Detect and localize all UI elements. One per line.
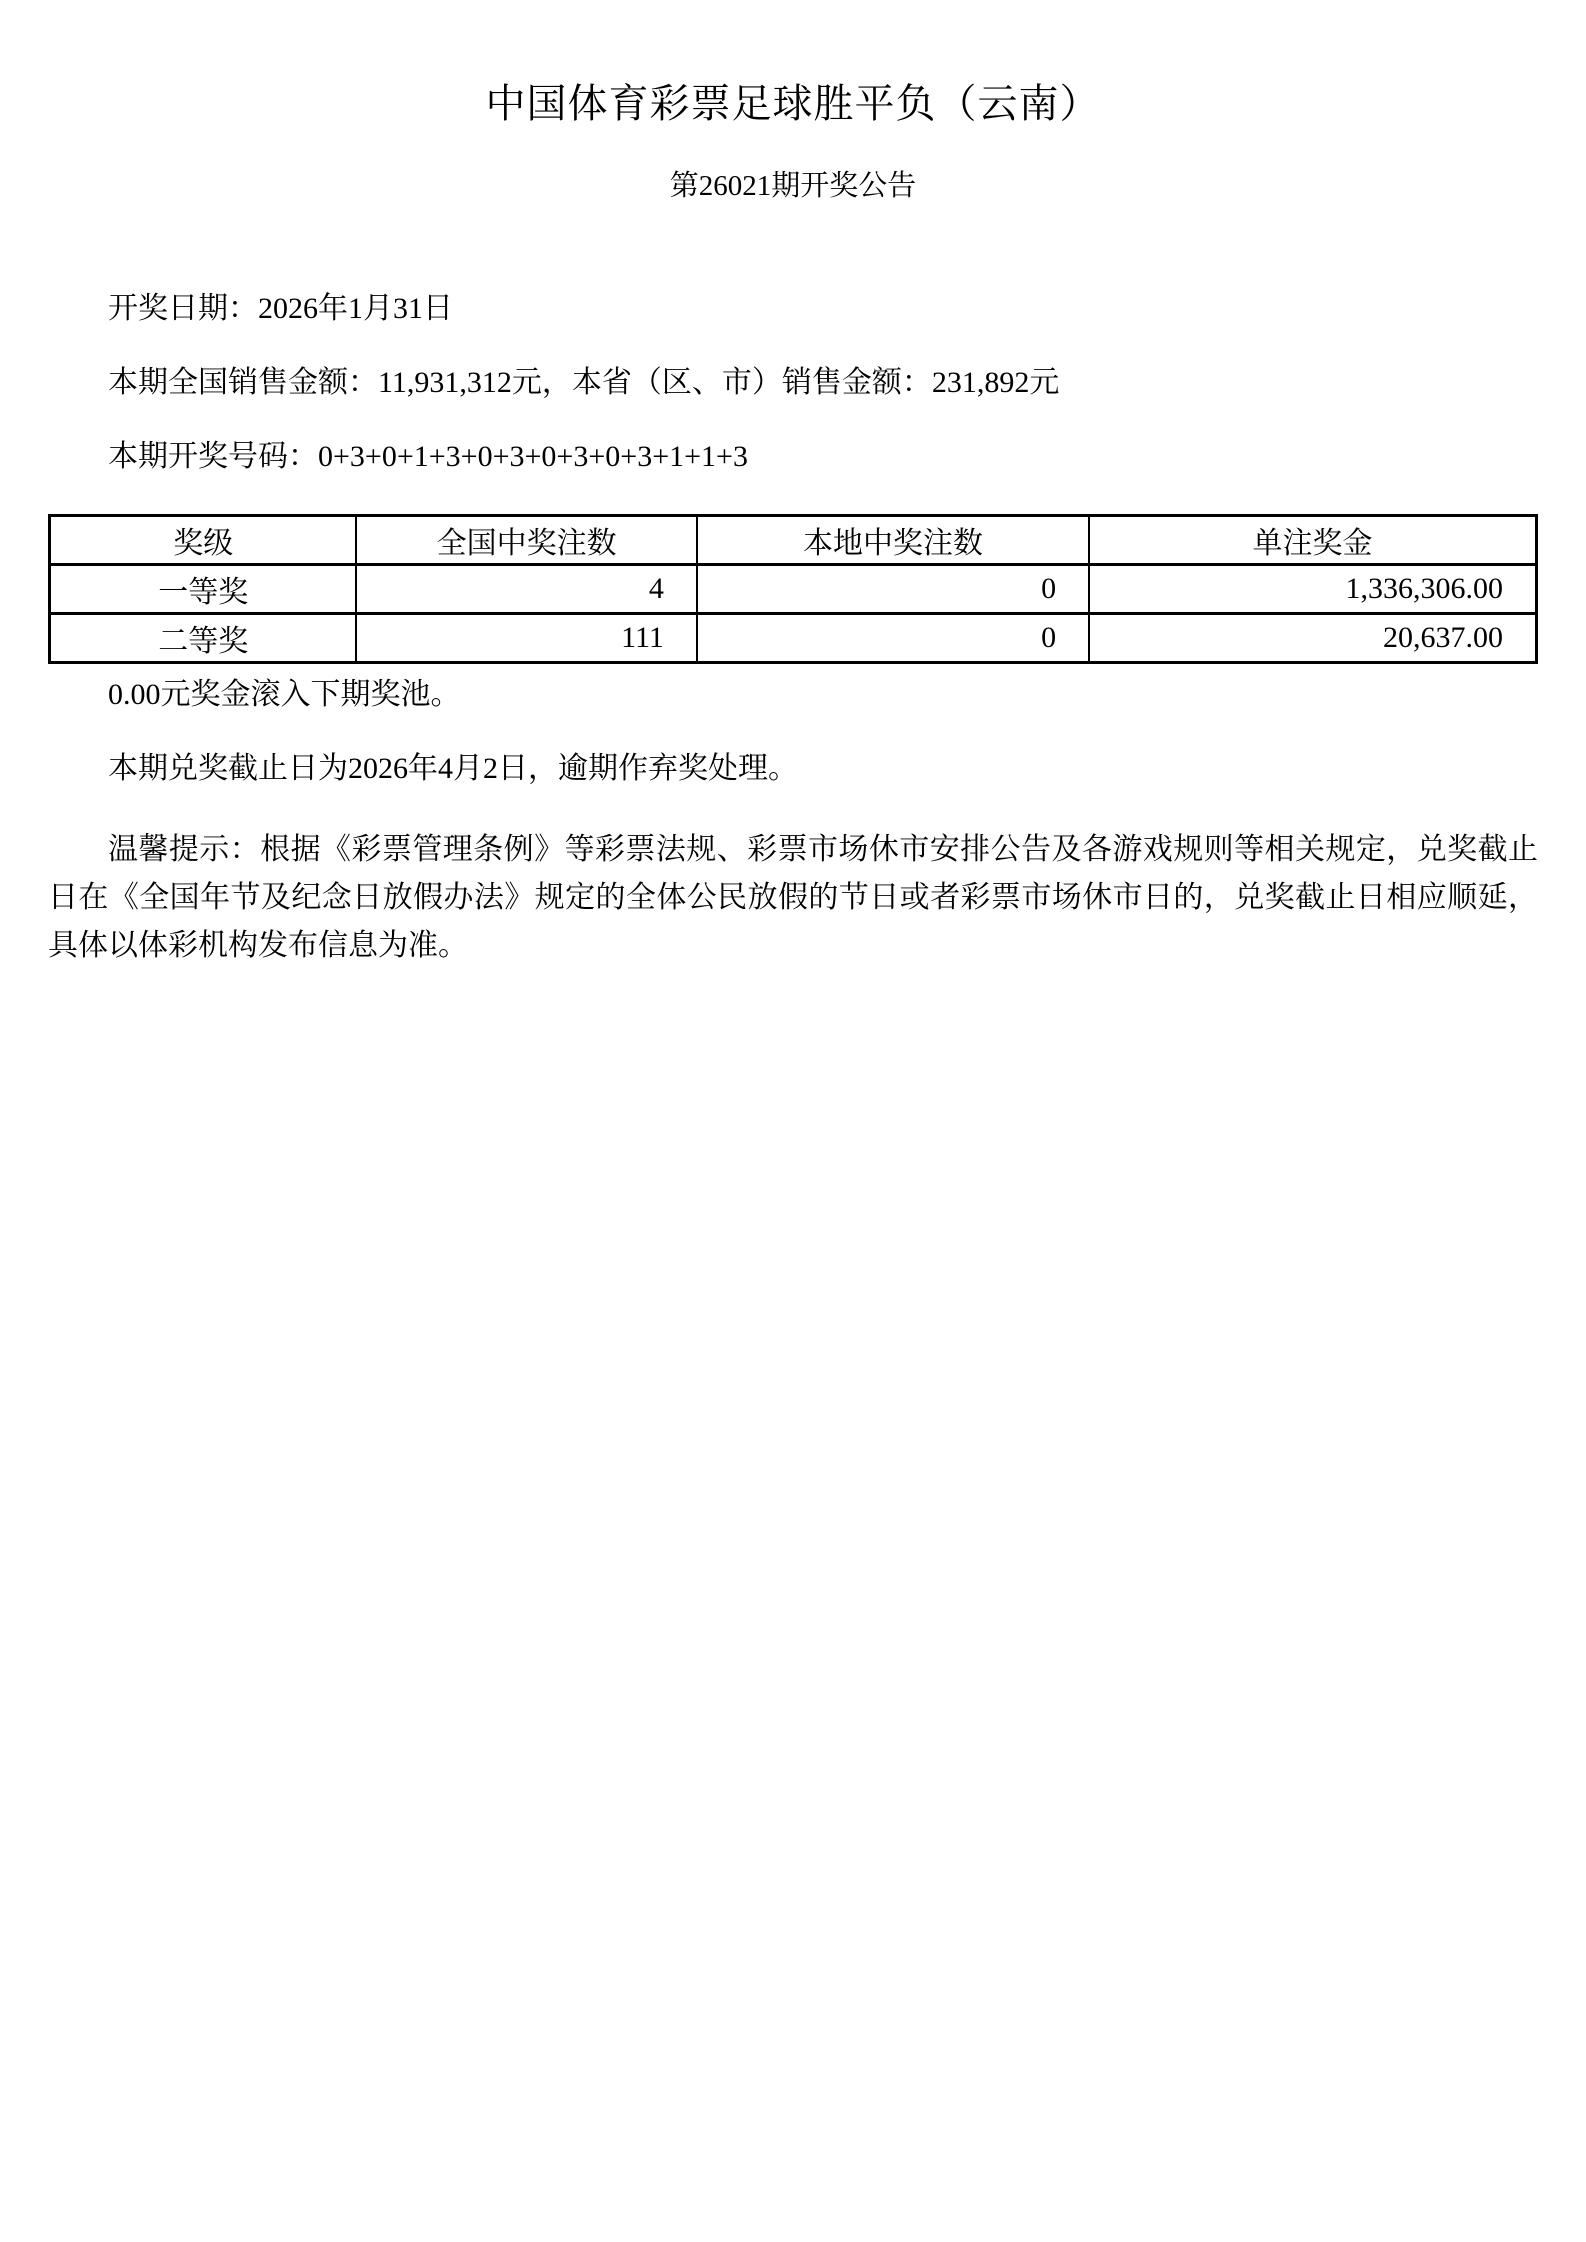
cell-local-count: 0 — [697, 565, 1089, 614]
prize-table-header-row — [50, 516, 1537, 565]
rollover-line: 0.00元奖金滚入下期奖池。 — [108, 678, 461, 711]
header-national-count: 全国中奖注数 — [356, 516, 696, 565]
prize-table — [48, 514, 1538, 664]
cell-prize-level: 二等奖 — [50, 614, 357, 663]
cell-prize-amount: 20,637.00 — [1089, 614, 1536, 663]
draw-numbers-line: 本期开奖号码：0+3+0+1+3+0+3+0+3+0+3+1+1+3 — [108, 440, 748, 473]
deadline-line: 本期兑奖截止日为2026年4月2日，逾期作弃奖处理。 — [108, 752, 798, 785]
table-row-second-prize — [50, 614, 1537, 663]
page-subtitle: 第26021期开奖公告 — [669, 170, 917, 202]
sales-amount-line: 本期全国销售金额：11,931,312元，本省（区、市）销售金额：231,892元 — [108, 366, 1060, 399]
draw-date-line: 开奖日期：2026年1月31日 — [108, 292, 453, 325]
cell-national-count: 111 — [356, 614, 696, 663]
notice-paragraph: 温馨提示：根据《彩票管理条例》等彩票法规、彩票市场休市安排公告及各游戏规则等相关规定，兑奖截止日在《全国年节及纪念日放假办法》规定的全体公民放假的节日或者彩票市场休市日的，兑奖截止日相应顺延，具体以体彩机构发布信息为准。 — [48, 833, 1538, 962]
header-prize-level: 奖级 — [50, 516, 357, 565]
header-local-count: 本地中奖注数 — [697, 516, 1089, 565]
cell-prize-level: 一等奖 — [50, 565, 357, 614]
cell-local-count: 0 — [697, 614, 1089, 663]
table-row-first-prize — [50, 565, 1537, 614]
page-title: 中国体育彩票足球胜平负（云南） — [485, 81, 1101, 126]
announcement-page — [0, 0, 1586, 970]
header-prize-amount: 单注奖金 — [1089, 516, 1536, 565]
cell-national-count: 4 — [356, 565, 696, 614]
cell-prize-amount: 1,336,306.00 — [1089, 565, 1536, 614]
